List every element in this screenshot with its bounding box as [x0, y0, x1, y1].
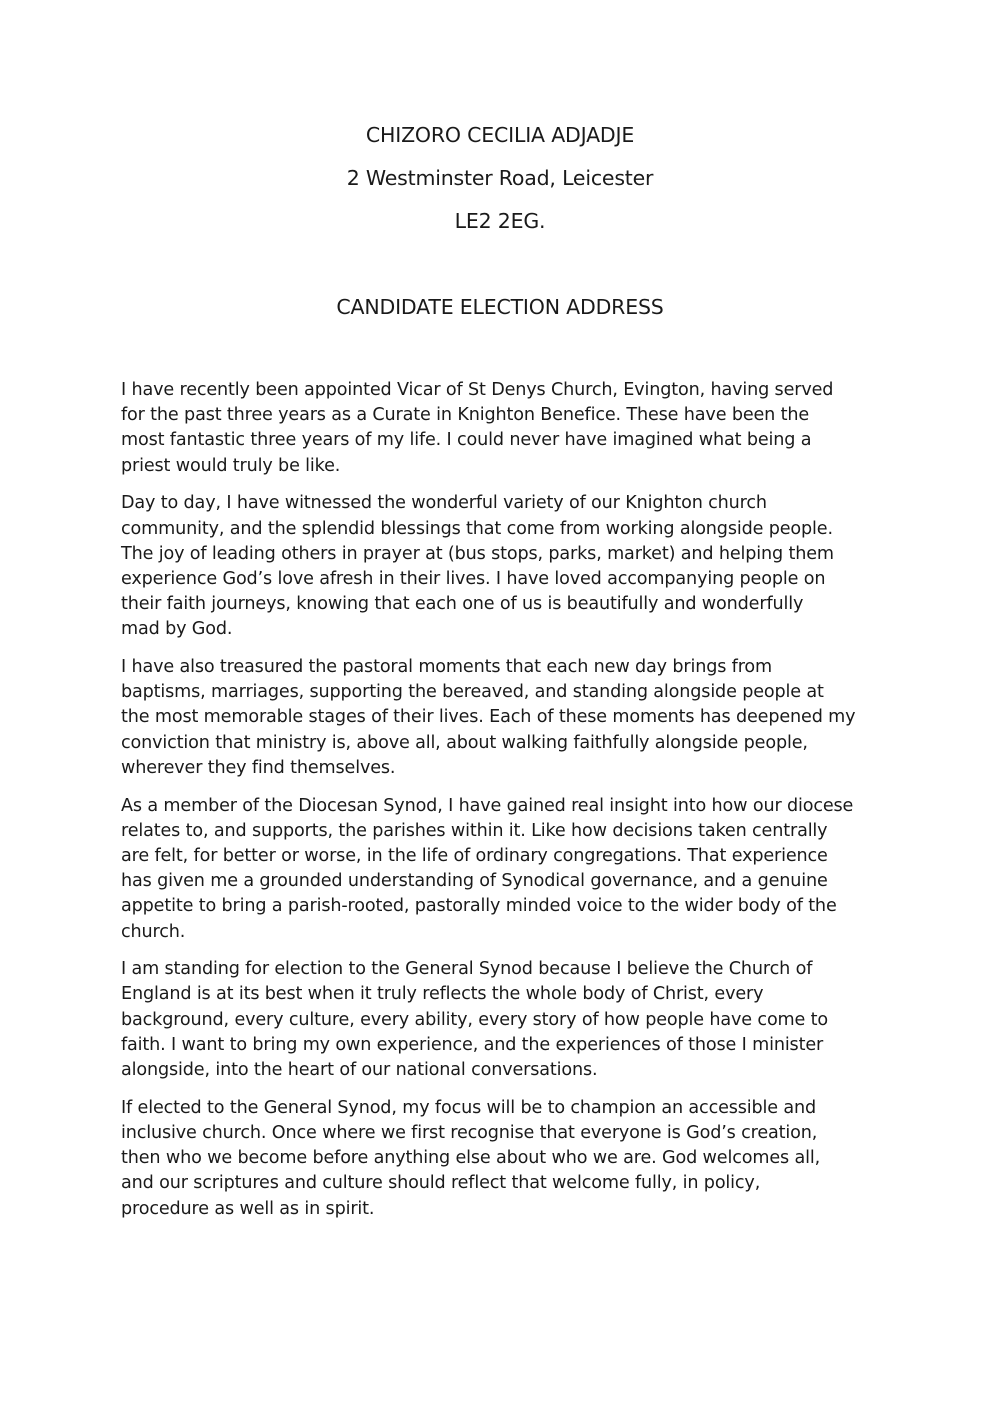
paragraph-line: Day to day, I have witnessed the wonderful variety of our Knighton church	[121, 493, 767, 514]
paragraph-line: priest would truly be like.	[121, 455, 341, 476]
paragraph-line: has given me a grounded understanding of Synodical governance, and a genuine	[121, 871, 828, 892]
paragraph-line: alongside, into the heart of our national conversations.	[121, 1060, 598, 1081]
paragraph-line: for the past three years as a Curate in Knighton Benefice. These have been the	[121, 405, 810, 426]
paragraph-line: wherever they find themselves.	[121, 757, 396, 778]
candidate-postcode: LE2 2EG.	[454, 209, 546, 233]
paragraph-line: faith. I want to bring my own experience, and the experiences of those I minister	[121, 1034, 824, 1055]
paragraph-line: England is at its best when it truly reflects the whole body of Christ, every	[121, 984, 764, 1005]
paragraph-line: inclusive church. Once where we first recognise that everyone is God’s creation,	[121, 1122, 818, 1143]
paragraph-line: church.	[121, 921, 186, 942]
paragraph-line: are felt, for better or worse, in the life of ordinary congregations. That experience	[121, 845, 828, 866]
body-paragraph	[121, 378, 891, 479]
paragraph-line: their faith journeys, knowing that each one of us is beautifully and wonderfully	[121, 594, 804, 615]
paragraph-line: appetite to bring a parish-rooted, pastorally minded voice to the wider body of the	[121, 896, 837, 917]
paragraph-line: the most memorable stages of their lives. Each of these moments has deepened my	[121, 707, 856, 728]
paragraph-line: conviction that ministry is, above all, about walking faithfully alongside people,	[121, 732, 808, 753]
paragraph-line: mad by God.	[121, 619, 233, 640]
address-body	[121, 378, 891, 1234]
body-paragraph	[121, 1096, 891, 1222]
paragraph-line: The joy of leading others in prayer at (bus stops, parks, market) and helping them	[121, 543, 834, 564]
document-title: CANDIDATE ELECTION ADDRESS	[336, 295, 664, 319]
paragraph-line: I am standing for election to the General Synod because I believe the Church of	[121, 959, 813, 980]
paragraph-line: I have also treasured the pastoral moments that each new day brings from	[121, 657, 773, 678]
body-paragraph	[121, 491, 891, 642]
paragraph-line: most fantastic three years of my life. I could never have imagined what being a	[121, 430, 812, 451]
body-paragraph	[121, 794, 891, 945]
paragraph-line: community, and the splendid blessings that come from working alongside people.	[121, 518, 833, 539]
paragraph-line: relates to, and supports, the parishes within it. Like how decisions taken centrally	[121, 820, 828, 841]
paragraph-line: procedure as well as in spirit.	[121, 1198, 375, 1219]
paragraph-line: and our scriptures and culture should reflect that welcome fully, in policy,	[121, 1173, 761, 1194]
paragraph-line: then who we become before anything else about who we are. God welcomes all,	[121, 1148, 821, 1169]
paragraph-line: experience God’s love afresh in their lives. I have loved accompanying people on	[121, 568, 826, 589]
candidate-header	[0, 118, 1000, 247]
candidate-name: CHIZORO CECILIA ADJADJE	[365, 123, 635, 147]
paragraph-line: I have recently been appointed Vicar of St Denys Church, Evington, having served	[121, 380, 834, 400]
paragraph-line: baptisms, marriages, supporting the bereaved, and standing alongside people at	[121, 682, 824, 703]
paragraph-line: As a member of the Diocesan Synod, I have gained real insight into how our diocese	[121, 795, 854, 816]
body-paragraph	[121, 957, 891, 1083]
body-paragraph	[121, 655, 891, 781]
paragraph-line: background, every culture, every ability, every story of how people have come to	[121, 1009, 829, 1030]
paragraph-line: If elected to the General Synod, my focus will be to champion an accessible and	[121, 1097, 817, 1118]
candidate-address: 2 Westminster Road, Leicester	[346, 166, 654, 190]
